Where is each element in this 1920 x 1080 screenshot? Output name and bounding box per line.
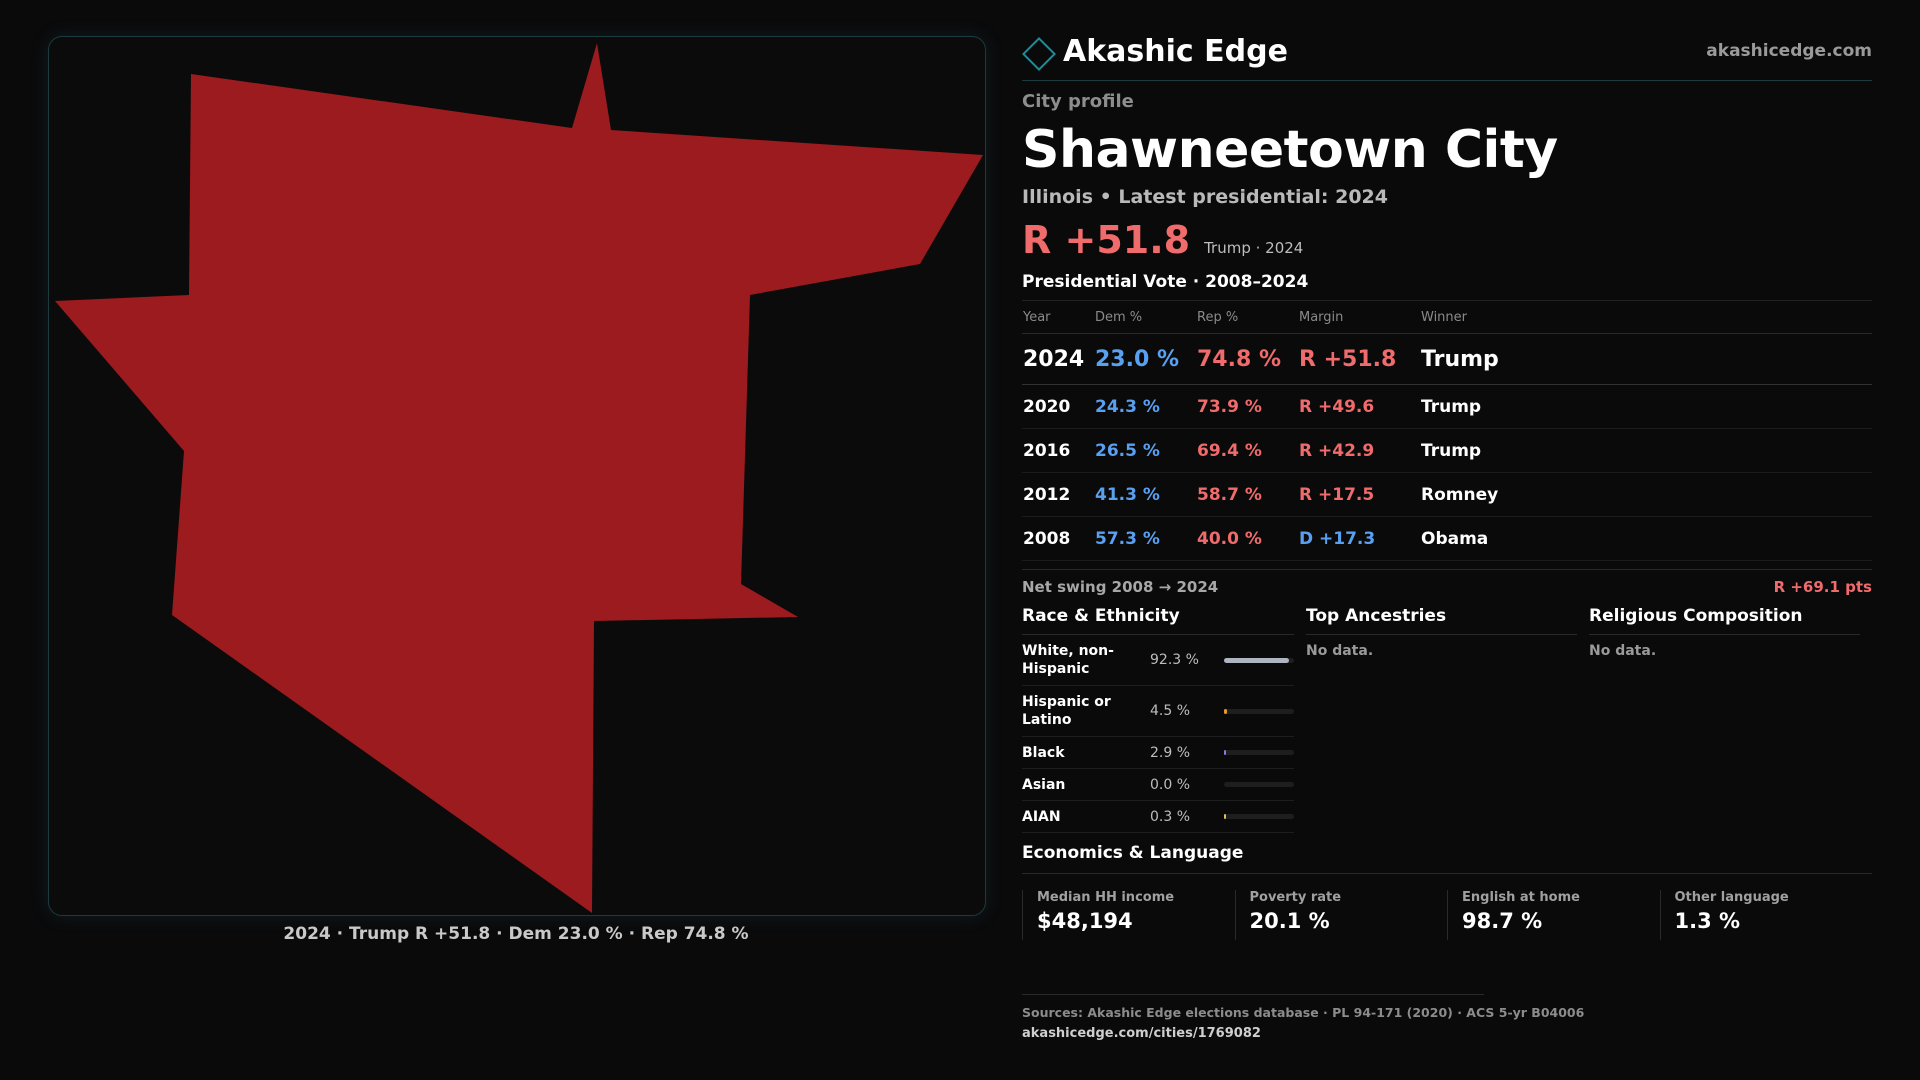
race-row [1022,737,1294,769]
race-name: AIAN [1022,808,1061,825]
race-section [1022,606,1306,833]
cell-winner: Trump [1420,334,1872,385]
economics-heading: Economics & Language [1022,843,1872,874]
religion-section [1589,606,1872,833]
col-dem: Dem % [1094,301,1196,334]
cell-margin: D +17.3 [1298,517,1420,561]
headline-margin: R +51.8 [1022,218,1191,262]
sources-note: Sources: Akashic Edge elections database · PL 94-171 (2020) · ACS 5-yr B04006 [1022,1005,1585,1020]
brand-header [1022,30,1872,81]
race-bar [1224,814,1294,819]
cell-winner: Trump [1420,385,1872,429]
cell-year: 2020 [1022,385,1094,429]
cell-dem: 26.5 % [1094,429,1196,473]
headline-result [1022,218,1872,262]
religion-empty: No data. [1589,643,1657,659]
economics-stats [1022,890,1872,940]
cell-year: 2008 [1022,517,1094,561]
cell-margin: R +51.8 [1298,334,1420,385]
col-year: Year [1022,301,1094,334]
race-heading: Race & Ethnicity [1022,606,1294,635]
cell-rep: 73.9 % [1196,385,1298,429]
stat-value: 98.7 % [1462,909,1543,933]
ancestries-empty: No data. [1306,643,1374,659]
votes-heading: Presidential Vote · 2008–2024 [1022,272,1872,301]
table-row [1022,517,1872,561]
race-name: Hispanic or Latino [1022,694,1111,728]
brand-name: Akashic Edge [1063,33,1288,69]
race-row [1022,635,1294,686]
table-row [1022,385,1872,429]
page-kicker: City profile [1022,91,1134,112]
cell-year: 2012 [1022,473,1094,517]
race-bar [1224,782,1294,787]
diamond-logo-icon [1022,37,1056,71]
cell-rep: 40.0 % [1196,517,1298,561]
table-row [1022,473,1872,517]
cell-dem: 41.3 % [1094,473,1196,517]
net-swing [1022,569,1872,596]
race-bar [1224,709,1294,714]
map-caption: 2024 · Trump R +51.8 · Dem 23.0 % · Rep 74.8 % [283,924,749,944]
brand [1022,34,1288,69]
headline-note: Trump · 2024 [1204,239,1304,257]
cell-margin: R +42.9 [1298,429,1420,473]
cell-winner: Trump [1420,429,1872,473]
race-percent: 2.9 % [1150,744,1191,761]
race-bar [1224,658,1294,663]
cell-winner: Romney [1420,473,1872,517]
stat-label: Other language [1674,890,1789,905]
race-name: Asian [1022,776,1066,793]
page-footer [1022,994,1585,1041]
race-bar-fill [1224,750,1226,755]
page-url-link[interactable]: akashicedge.com/cities/1769082 [1022,1026,1261,1041]
race-row [1022,769,1294,801]
stat-value: $48,194 [1037,909,1133,933]
col-rep: Rep % [1196,301,1298,334]
race-bar-fill [1224,658,1289,663]
race-percent: 92.3 % [1150,652,1199,668]
stat-label: Median HH income [1037,890,1175,905]
city-boundary-shape [55,43,983,913]
race-bar-fill [1224,709,1227,714]
race-row [1022,801,1294,833]
cell-winner: Obama [1420,517,1872,561]
race-percent: 4.5 % [1150,703,1191,719]
stat-english-at-home [1447,890,1660,940]
race-list [1022,635,1306,833]
cell-rep: 58.7 % [1196,473,1298,517]
race-name: White, non-Hispanic [1022,643,1114,677]
stat-value: 1.3 % [1674,909,1741,933]
cell-rep: 74.8 % [1196,334,1298,385]
cell-year: 2024 [1022,334,1094,385]
col-margin: Margin [1298,301,1420,334]
net-swing-label: Net swing 2008 → 2024 [1022,578,1219,596]
cell-margin: R +49.6 [1298,385,1420,429]
city-boundary-svg [49,37,985,915]
stat-label: Poverty rate [1249,890,1342,905]
race-percent: 0.0 % [1150,776,1191,793]
city-boundary-map [48,36,986,916]
cell-year: 2016 [1022,429,1094,473]
cell-dem: 23.0 % [1094,334,1196,385]
stat-value: 20.1 % [1249,909,1330,933]
cell-margin: R +17.5 [1298,473,1420,517]
page-subtitle: Illinois • Latest presidential: 2024 [1022,186,1389,208]
race-bar-fill [1224,814,1226,819]
cell-dem: 57.3 % [1094,517,1196,561]
profile-panel [1022,30,1872,940]
site-link[interactable]: akashicedge.com [1706,41,1872,61]
votes-table [1022,301,1872,561]
race-bar [1224,750,1294,755]
cell-rep: 69.4 % [1196,429,1298,473]
religion-heading: Religious Composition [1589,606,1860,635]
demographics-columns [1022,606,1872,833]
net-swing-value: R +69.1 pts [1773,578,1872,596]
page-title: Shawneetown City [1022,120,1558,180]
votes-header-row [1022,301,1872,334]
stat-median-income [1022,890,1235,940]
table-row [1022,334,1872,385]
col-winner: Winner [1420,301,1872,334]
stat-poverty-rate [1235,890,1448,940]
race-percent: 0.3 % [1150,808,1191,825]
stat-label: English at home [1462,890,1580,905]
ancestries-heading: Top Ancestries [1306,606,1577,635]
cell-dem: 24.3 % [1094,385,1196,429]
race-row [1022,686,1294,737]
ancestries-section [1306,606,1589,833]
stat-other-language [1660,890,1873,940]
table-row [1022,429,1872,473]
race-name: Black [1022,744,1065,761]
